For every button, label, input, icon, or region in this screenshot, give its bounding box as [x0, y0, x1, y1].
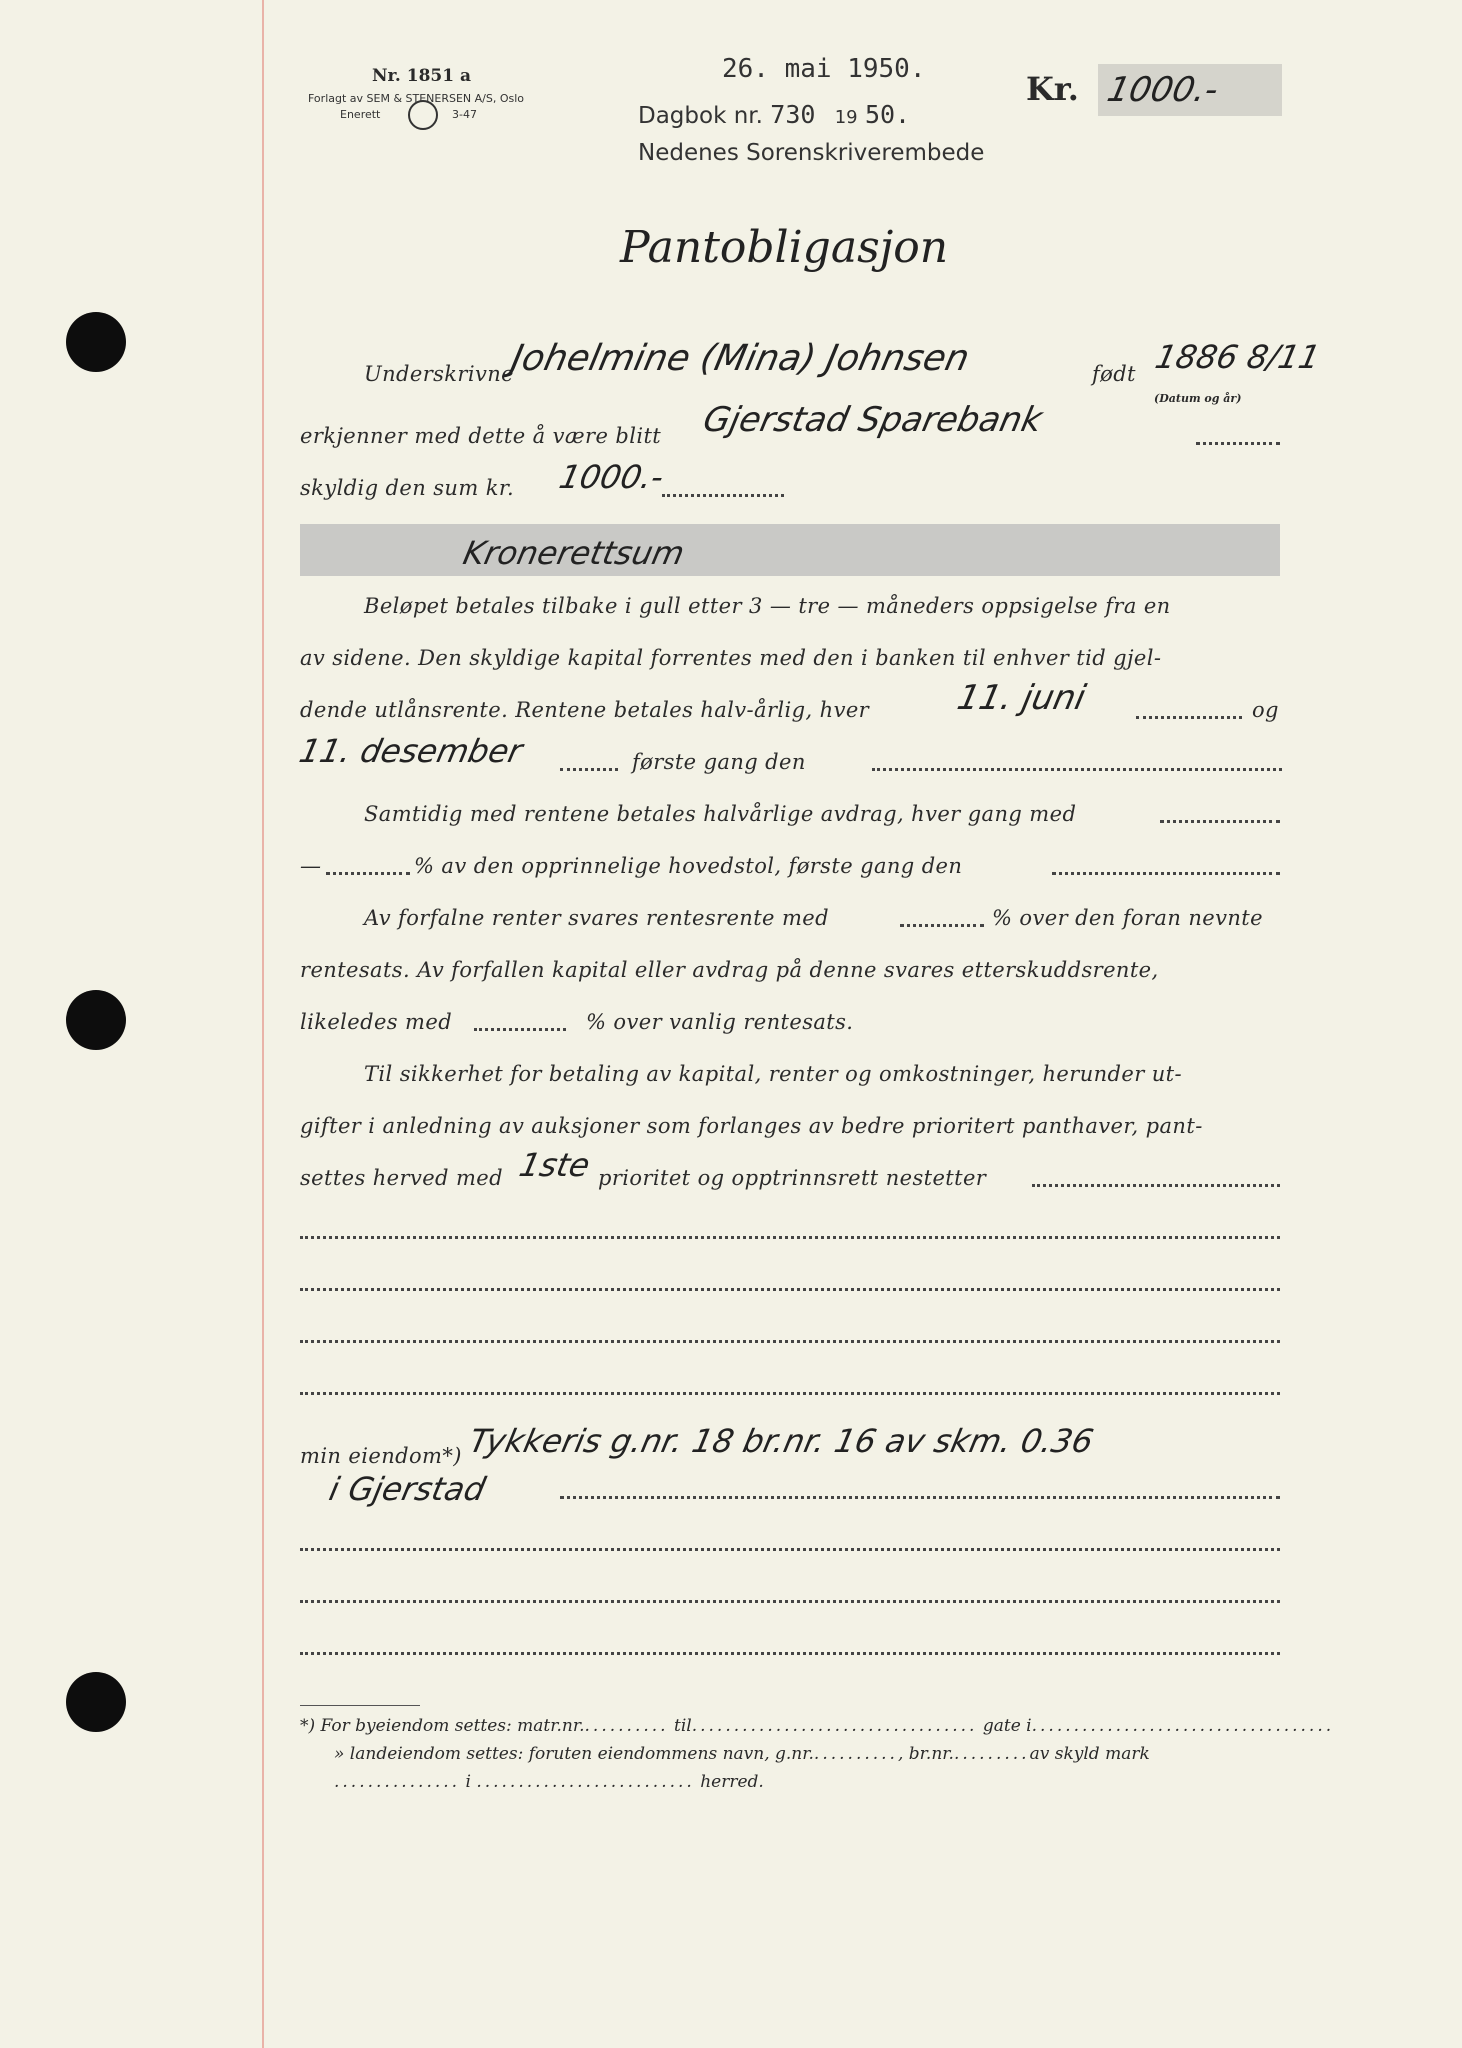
blank-line-dots — [300, 1652, 1280, 1655]
punch-hole — [66, 312, 126, 372]
stamp-date: 26. mai 1950. — [722, 54, 926, 84]
percent-dots-2 — [900, 924, 984, 927]
publisher-seal-icon — [408, 100, 438, 130]
body-line-6: % av den opprinnelige hovedstol, første gang den — [414, 854, 963, 878]
form-edition: 3-47 — [452, 108, 477, 121]
punch-hole — [66, 990, 126, 1050]
body-line-7: Av forfalne renter svares rentesrente med — [364, 906, 829, 930]
property-value-1: Tykkeris g.nr. 18 br.nr. 16 av skm. 0.36 — [465, 1422, 1097, 1460]
interest-date-2: 11. desember — [295, 732, 526, 770]
undersigned-value: Johelmine (Mina) Johnsen — [507, 338, 973, 379]
interest-date-1-dots — [1136, 716, 1242, 719]
form-publisher: Forlagt av SEM & STENERSEN A/S, Oslo — [308, 92, 525, 105]
creditor-dots — [1196, 442, 1280, 445]
body-line-9: likeledes med — [300, 1010, 453, 1034]
dagbok-label: Dagbok nr. — [638, 103, 763, 129]
blank-line-dots — [300, 1392, 1280, 1395]
body-line-5: Samtidig med rentene betales halvårlige avdrag, hver gang med — [364, 802, 1077, 826]
footnote-1b: til — [673, 1716, 692, 1736]
form-number: Nr. 1851 a — [372, 66, 472, 86]
footnote-2b: , br.nr. — [897, 1744, 954, 1764]
body-line-6-dash: — — [300, 854, 322, 878]
body-line-12: settes herved med — [300, 1166, 503, 1190]
first-installment-dots — [1052, 872, 1280, 875]
shaded-band — [300, 524, 1280, 576]
priority-value: 1ste — [515, 1146, 594, 1184]
footnote-2a: » landeiendom settes: foruten eiendommens navn, g.nr. — [334, 1744, 814, 1764]
footnote-2c: av skyld mark — [1029, 1744, 1150, 1764]
creditor-value: Gjerstad Sparebank — [699, 400, 1046, 440]
margin-line — [262, 0, 264, 2048]
footnote-1a: *) For byeiendom settes: matr.nr. — [300, 1716, 585, 1736]
office-stamp: Nedenes Sorenskriverembede — [638, 140, 985, 166]
first-date-dots — [872, 768, 1282, 771]
blank-line-dots — [300, 1548, 1280, 1551]
body-line-1: Beløpet betales tilbake i gull etter 3 — tre — måneders oppsigelse fra en — [364, 594, 1171, 618]
born-value: 1886 8/11 — [1151, 338, 1324, 376]
blank-line-dots — [300, 1340, 1280, 1343]
born-hint: (Datum og år) — [1154, 392, 1242, 405]
footnote-3b: herred. — [700, 1772, 764, 1792]
property-value-2: i Gjerstad — [325, 1470, 489, 1508]
body-line-9-end: % over vanlig rentesats. — [586, 1010, 854, 1034]
creditor-label: erkjenner med dette å være blitt — [300, 424, 662, 448]
kr-label: Kr. — [1026, 70, 1079, 108]
blank-line-dots — [300, 1600, 1280, 1603]
sum-value: 1000.- — [555, 458, 668, 496]
footnote-rule — [300, 1705, 420, 1706]
document-title: Pantobligasjon — [620, 222, 949, 273]
property-label: min eiendom*) — [300, 1444, 462, 1468]
body-line-3: dende utlånsrente. Rentene betales halv-årlig, hver — [300, 698, 870, 722]
sum-dots — [662, 494, 784, 497]
born-label: født — [1092, 362, 1136, 386]
installment-dots — [1160, 820, 1280, 823]
body-line-12-end: prioritet og opptrinnsrett nestetter — [598, 1166, 987, 1190]
footnote-line-1: *) For byeiendom settes: matr.nr........... til.................................. gate i.................................... — [300, 1716, 1335, 1736]
body-line-3-end: og — [1252, 698, 1279, 722]
interest-date-1: 11. juni — [953, 678, 1090, 718]
percent-dots-3 — [474, 1028, 566, 1031]
blank-line-dots — [300, 1236, 1280, 1239]
punch-hole — [66, 1672, 126, 1732]
body-line-10: Til sikkerhet for betaling av kapital, renter og omkostninger, herunder ut- — [364, 1062, 1182, 1086]
interest-date-2-dots — [560, 768, 618, 771]
footnote-3a: i — [465, 1772, 471, 1792]
footnote-line-3: ............... i .......................... herred. — [334, 1772, 764, 1792]
nestetter-dots — [1032, 1184, 1280, 1187]
footnote-1c: gate i — [982, 1716, 1032, 1736]
kr-amount: 1000.- — [1103, 70, 1222, 110]
body-line-8: rentesats. Av forfallen kapital eller avdrag på denne svares etterskuddsrente, — [300, 958, 1159, 982]
blank-line-dots — [560, 1496, 1280, 1499]
dagbok-number: 730 — [770, 100, 816, 129]
body-line-2: av sidene. Den skyldige kapital forrentes med den i banken til enhver tid gjel- — [300, 646, 1162, 670]
body-line-7-end: % over den foran nevnte — [992, 906, 1263, 930]
body-line-11: gifter i anledning av auksjoner som forlanges av bedre prioritert panthaver, pant- — [300, 1114, 1203, 1138]
undersigned-label: Underskrivne — [364, 362, 515, 386]
dagbok-year-prefix: 19 — [834, 107, 858, 128]
dagbok-year: 50. — [864, 100, 911, 129]
blank-line-dots — [300, 1288, 1280, 1291]
form-copyright: Enerett — [340, 108, 381, 121]
sum-label: skyldig den sum kr. — [300, 476, 515, 500]
percent-dots-1 — [326, 872, 410, 875]
footnote-line-2: » landeiendom settes: foruten eiendommens navn, g.nr..........., br.nr..........av skyld mark — [334, 1744, 1150, 1764]
band-value: Kronerettsum — [459, 534, 688, 572]
body-line-4: første gang den — [632, 750, 806, 774]
dagbok-line — [638, 100, 910, 129]
